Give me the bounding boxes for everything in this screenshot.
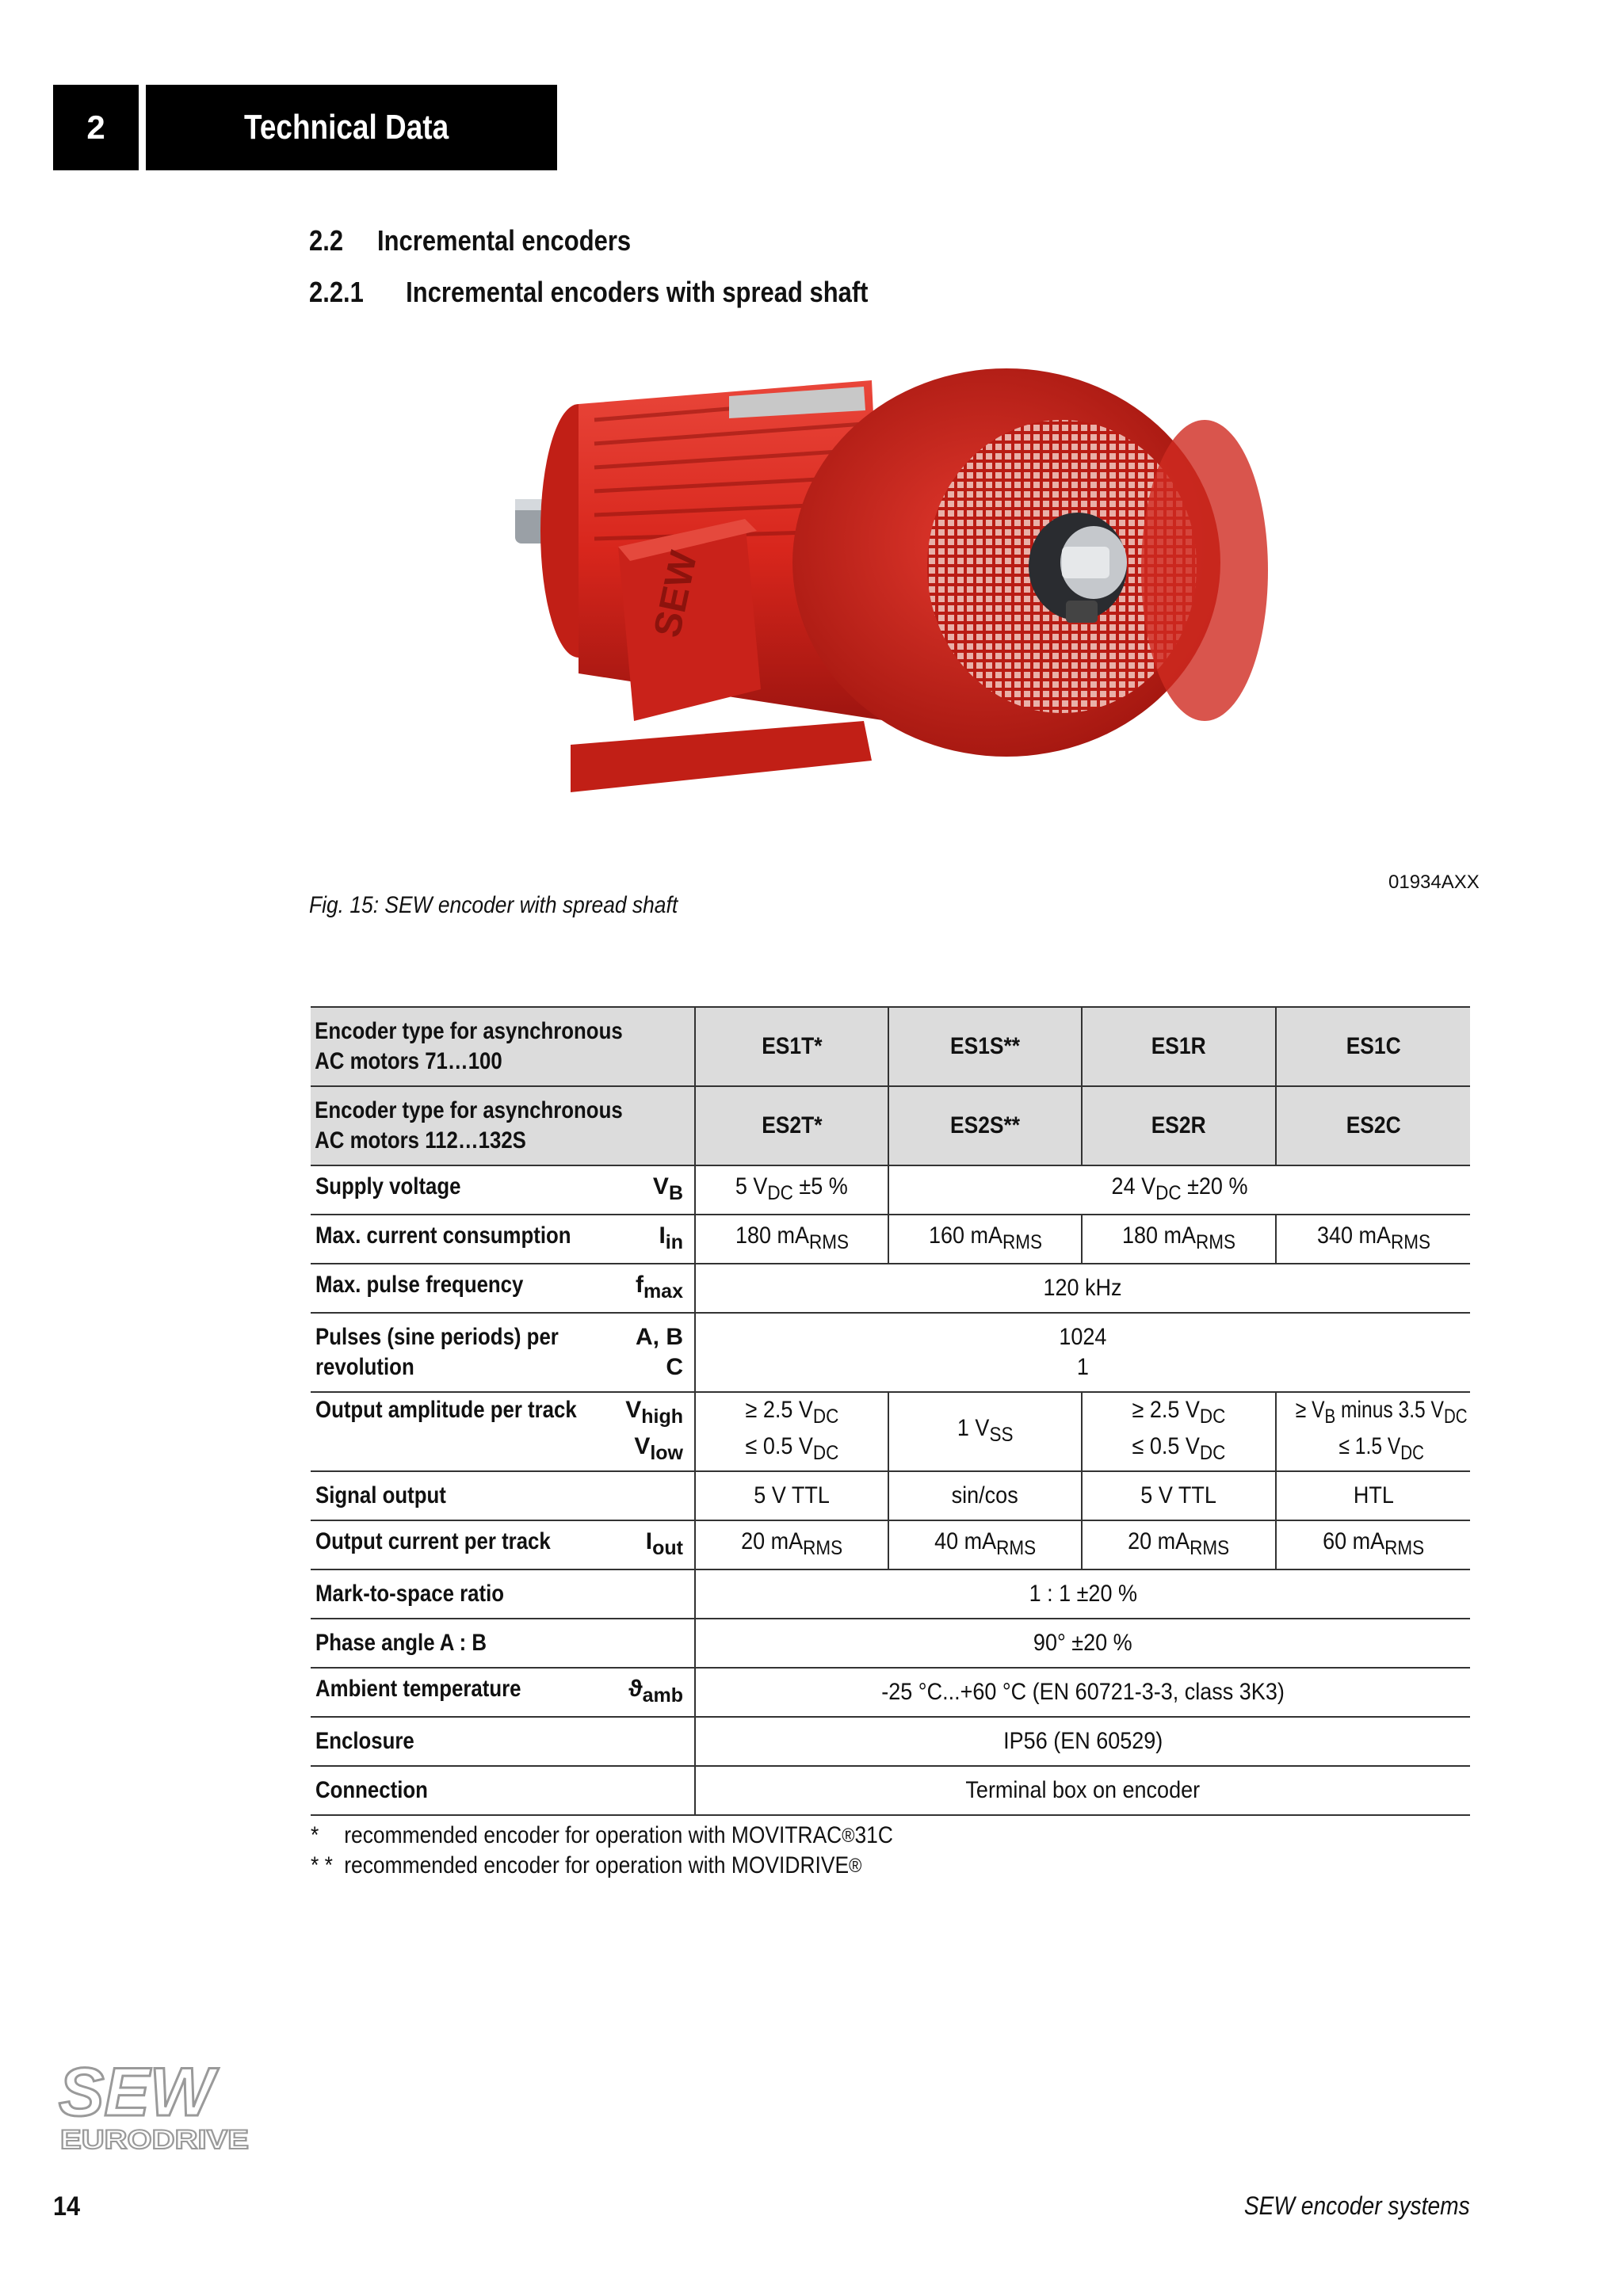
footnote: * * recommended encoder for operation with MOVIDRIVE ® — [311, 1852, 862, 1878]
table-cell: HTL — [1353, 1482, 1394, 1508]
row-label: Output amplitude per track — [315, 1397, 577, 1423]
chapter-number: 2 — [53, 85, 139, 170]
svg-text:SEW: SEW — [59, 2060, 214, 2130]
table-cell: ≥ 2.5 $V_{DC}$ ≤ 0.5 $V_{DC}$ — [745, 1397, 838, 1464]
table-cell: 1 $V_{SS}$ — [957, 1415, 1014, 1446]
table-row — [311, 1520, 1470, 1569]
row-label: Mark-to-space ratio — [315, 1581, 505, 1607]
table-cell: 120 kHz — [1043, 1275, 1123, 1301]
row-label: Supply voltage — [315, 1173, 461, 1199]
motor-foot — [571, 721, 872, 792]
chapter-title: Technical Data — [146, 85, 557, 170]
table-cell: 1024 1 — [1059, 1324, 1107, 1380]
svg-text:SEW: SEW — [646, 547, 706, 642]
section-number: 2.2 — [309, 224, 344, 257]
table-row — [311, 1471, 1470, 1520]
table-cell: ≥ 2.5 $V_{DC}$ ≤ 0.5 $V_{DC}$ — [1132, 1397, 1226, 1464]
subsection-number: 2.2.1 — [309, 276, 364, 308]
row-label: Pulses (sine periods) per revolution — [315, 1324, 559, 1380]
table-row — [311, 1619, 1470, 1668]
table-cell: ES2T* — [761, 1112, 823, 1138]
table-cell: 20 $mA_{RMS}$ — [740, 1528, 843, 1559]
table-cell: 180 $mA_{RMS}$ — [735, 1222, 849, 1253]
section-heading — [309, 224, 631, 257]
table-cell: 340 $mA_{RMS}$ — [1316, 1222, 1430, 1253]
table-row — [311, 1717, 1470, 1766]
table-cell: ES1R — [1151, 1033, 1206, 1059]
page-number: 14 — [53, 2191, 81, 2222]
row-label: Phase angle A : B — [315, 1630, 487, 1656]
table-cell: Terminal box on encoder — [965, 1777, 1201, 1803]
table-cell: IP56 (EN 60529) — [1002, 1728, 1163, 1754]
figure-code: 01934AXX — [1388, 871, 1480, 893]
section-title: Incremental encoders — [377, 224, 632, 257]
table-cell: 5 V TTL — [1140, 1482, 1217, 1508]
table-cell: -25 °C...+60 °C (EN 60721-3-3, class 3K3) — [881, 1679, 1285, 1705]
table-cell: 5 $V_{DC} \pm 5$ % — [735, 1173, 848, 1204]
row-label: Connection — [315, 1777, 428, 1803]
table-cell: 160 $mA_{RMS}$ — [928, 1222, 1042, 1253]
row-symbol: $f_{max}$ — [635, 1272, 683, 1302]
table-row — [311, 1007, 1470, 1086]
footer-doc-title: SEW encoder systems — [1244, 2191, 1470, 2220]
row-symbol: $I_{in}$ — [659, 1222, 683, 1253]
table-cell: ES1C — [1346, 1033, 1401, 1059]
row-symbol: A, B C — [636, 1324, 683, 1380]
figure-caption: Fig. 15: SEW encoder with spread shaft — [309, 892, 678, 918]
table-row — [311, 1569, 1470, 1619]
table-cell: ES2S** — [949, 1112, 1021, 1138]
row-label: Encoder type for asynchronous AC motors 112…132S — [311, 1086, 695, 1165]
row-symbol: $V_{high}$ $V_{low}$ — [625, 1397, 683, 1464]
footnote: * recommended encoder for operation with MOVITRAC ® 31C — [311, 1822, 893, 1848]
spec-table — [311, 1006, 1470, 1816]
table-row — [311, 1165, 1470, 1215]
table-row — [311, 1313, 1470, 1392]
table-cell: 24 $V_{DC} \pm 20$ % — [1111, 1173, 1248, 1204]
table-row — [311, 1766, 1470, 1815]
svg-text:EURODRIVE: EURODRIVE — [60, 2125, 249, 2153]
row-label: Output current per track — [315, 1528, 551, 1554]
table-row — [311, 1086, 1470, 1165]
table-cell: ≥ $V_B$ minus 3.5 $V_{DC}$ ≤ 1.5 $V_{DC}$ — [1295, 1397, 1468, 1464]
table-cell: 1 : 1 ±20 % — [1029, 1581, 1137, 1607]
row-symbol: $ϑ_{amb}$ — [628, 1676, 683, 1707]
table-cell: 20 $mA_{RMS}$ — [1128, 1528, 1230, 1559]
table-cell: sin/cos — [951, 1482, 1019, 1508]
table-cell: 180 $mA_{RMS}$ — [1121, 1222, 1236, 1253]
subsection-heading — [309, 276, 868, 309]
footnotes — [311, 1821, 972, 1881]
subsection-title: Incremental encoders with spread shaft — [406, 276, 869, 308]
row-label: Encoder type for asynchronous AC motors 71…100 — [311, 1007, 695, 1086]
table-cell: 90° ±20 % — [1033, 1630, 1132, 1656]
table-cell: ES2R — [1151, 1112, 1206, 1138]
table-cell: ES1T* — [761, 1033, 823, 1059]
table-cell: ES2C — [1346, 1112, 1401, 1138]
table-row — [311, 1668, 1470, 1717]
row-label: Signal output — [315, 1482, 446, 1508]
row-symbol: $V_B$ — [652, 1173, 683, 1204]
row-label: Max. pulse frequency — [315, 1272, 524, 1298]
table-cell: 5 V TTL — [754, 1482, 830, 1508]
sew-eurodrive-logo — [55, 2060, 255, 2153]
row-label: Enclosure — [315, 1728, 414, 1754]
table-row — [311, 1264, 1470, 1313]
table-row — [311, 1392, 1470, 1471]
row-symbol: $I_{out}$ — [645, 1528, 683, 1559]
motor-encoder-photo — [491, 349, 1284, 871]
table-row — [311, 1215, 1470, 1264]
row-label: Max. current consumption — [315, 1222, 571, 1249]
table-cell: ES1S** — [949, 1033, 1021, 1059]
table-cell: 60 $mA_{RMS}$ — [1322, 1528, 1425, 1559]
table-cell: 40 $mA_{RMS}$ — [934, 1528, 1037, 1559]
row-label: Ambient temperature — [315, 1676, 521, 1702]
